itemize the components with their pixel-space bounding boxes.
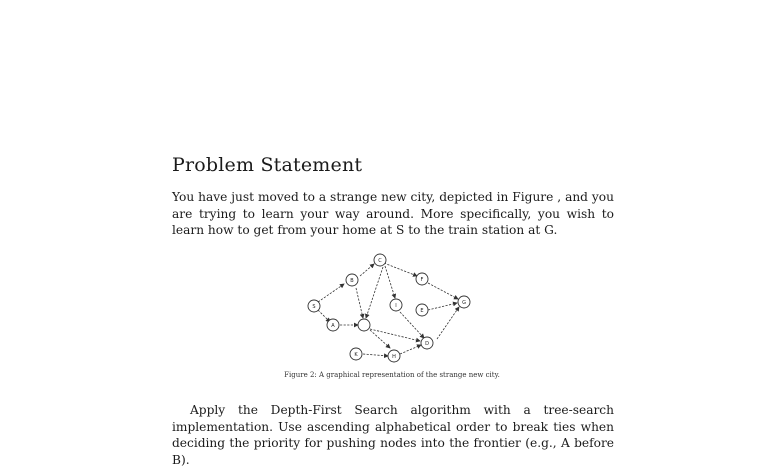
node-label: B	[350, 278, 354, 284]
node-label: D	[425, 341, 429, 347]
figure-caption: Figure 2: A graphical representation of the strange new city.	[284, 371, 500, 379]
city-graph	[300, 252, 480, 364]
node-label: H	[392, 354, 396, 360]
node-label: K	[354, 352, 358, 358]
node-label: S	[312, 304, 316, 310]
node-label: G	[462, 300, 466, 306]
task-paragraph: Apply the Depth-First Search algorithm with a tree-search implementation. Use ascending alphabetical order to break ties when deciding the priority for pushing nodes into the frontier (e.g., A before B).	[172, 403, 614, 467]
node-label: E	[420, 308, 424, 314]
node-label: C	[378, 258, 382, 264]
city-graph-figure	[300, 252, 480, 364]
intro-paragraph: You have just moved to a strange new city, depicted in Figure , and you are trying to learn your way around. More specifically, you wish to learn how to get from your home at S to the train station at G.	[172, 190, 614, 237]
node-label: A	[331, 323, 335, 329]
node-label: F	[420, 277, 424, 283]
node-label: I	[395, 303, 397, 309]
section-title: Problem Statement	[172, 154, 363, 176]
